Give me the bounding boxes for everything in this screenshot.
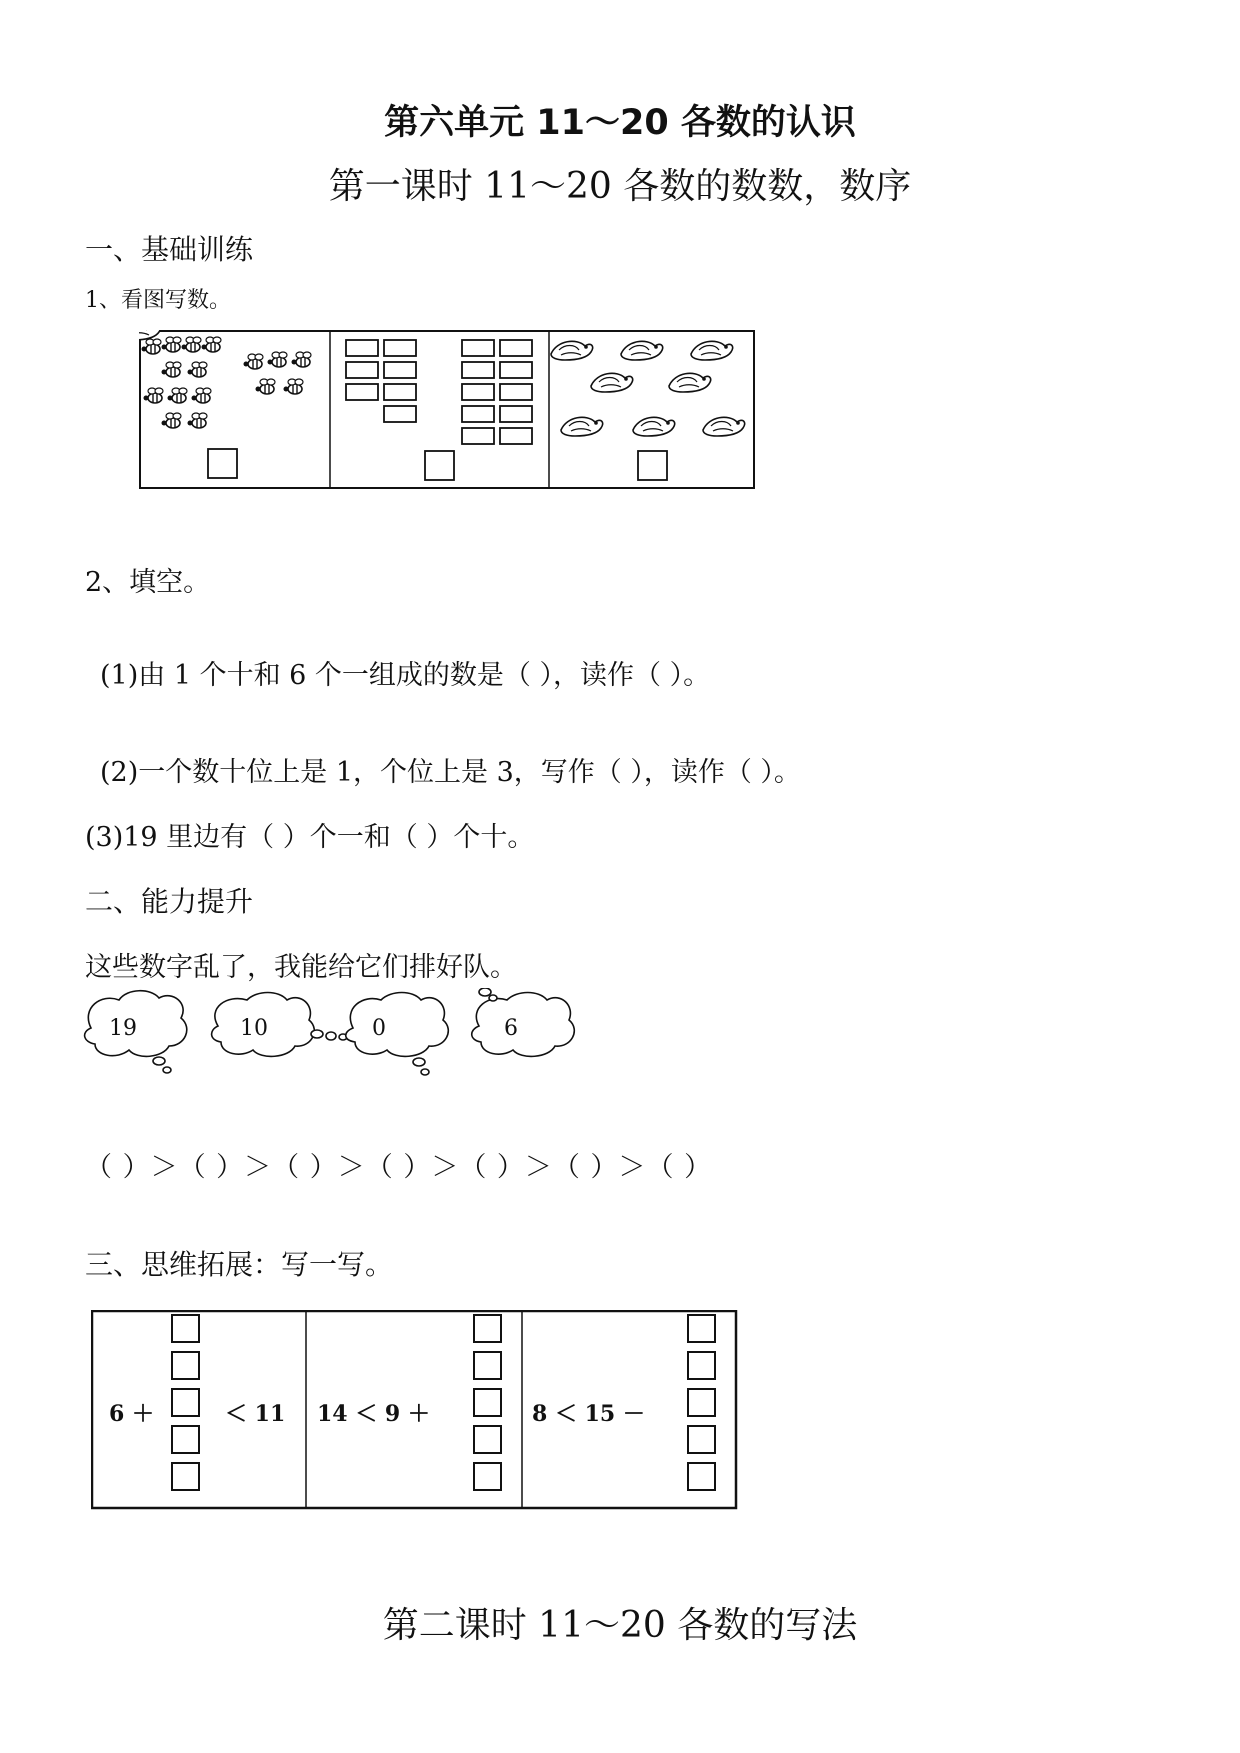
- cloud-number-4: 6: [504, 1016, 518, 1041]
- cloud-number-1: 19: [109, 1016, 137, 1041]
- answer-box-bees: [208, 449, 237, 478]
- q1-label: 1、看图写数。: [85, 288, 231, 313]
- counting-pictures-panel: [139, 330, 756, 490]
- q2-item-1: (1)由 1 个十和 6 个一组成的数是（ ），读作（ ）。: [100, 660, 711, 691]
- section-thinking-extension: 三、思维拓展：写一写。: [85, 1248, 394, 1281]
- section-ability-improvement: 二、能力提升: [85, 885, 254, 918]
- number-clouds: [81, 988, 601, 1088]
- cloud-number-3: 0: [372, 1016, 386, 1041]
- cell3-left: 8 ＜ 15 －: [532, 1401, 645, 1427]
- cloud-number-2: 10: [240, 1016, 268, 1041]
- rectangles-group: [346, 340, 532, 444]
- ordering-sequence: （ ）＞（ ）＞（ ）＞（ ）＞（ ）＞（ ）＞（ ）: [85, 1152, 713, 1183]
- cell1-right: ＜ 11: [225, 1401, 286, 1427]
- cell2-left: 14 ＜ 9 ＋: [317, 1401, 430, 1427]
- lesson2-title: 第二课时 11～20 各数的写法: [382, 1605, 858, 1646]
- q2-item-3: (3)19 里边有（ ）个一和（ ）个十。: [85, 822, 535, 853]
- answer-box-birds: [638, 451, 667, 480]
- cell1-left: 6 ＋: [109, 1401, 154, 1427]
- q2-item-2: (2)一个数十位上是 1，个位上是 3，写作（ ），读作（ ）。: [100, 757, 801, 788]
- section-basic-training: 一、基础训练: [85, 233, 254, 266]
- unit-title: 第六单元 11～20 各数的认识: [384, 103, 856, 143]
- q2-label: 2、填空。: [85, 567, 211, 598]
- lesson1-title: 第一课时 11～20 各数的数数，数序: [328, 166, 912, 207]
- answer-box-rectangles: [425, 451, 454, 480]
- part2-instruction: 这些数字乱了，我能给它们排好队。: [85, 952, 517, 983]
